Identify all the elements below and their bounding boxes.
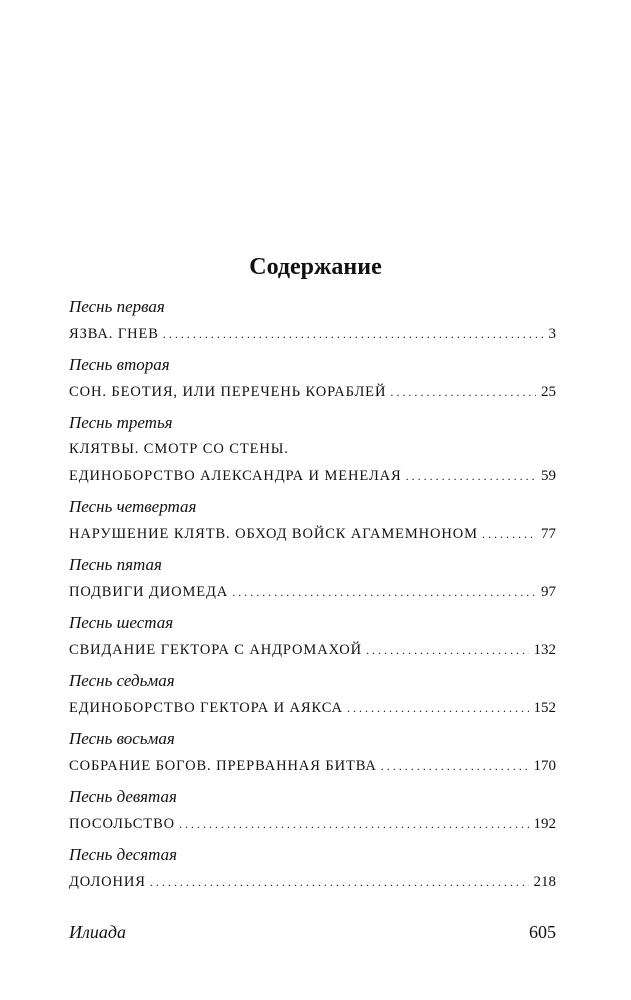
dot-leader xyxy=(381,756,529,776)
canto-heading: Песнь десятая xyxy=(69,845,178,864)
chapter-title-line xyxy=(69,756,556,776)
chapter-title-line xyxy=(69,524,556,544)
toc-entry xyxy=(69,845,556,892)
page-footer xyxy=(69,922,556,943)
toc-page-number: 3 xyxy=(548,326,556,342)
canto-heading: Песнь вторая xyxy=(69,355,170,374)
chapter-title-text: ЕДИНОБОРСТВО ГЕКТОРА И АЯКСА xyxy=(69,700,343,716)
canto-heading: Песнь девятая xyxy=(69,787,177,806)
chapter-title-text: СОН. БЕОТИЯ, ИЛИ ПЕРЕЧЕНЬ КОРАБЛЕЙ xyxy=(69,384,387,400)
toc-entry xyxy=(69,355,556,402)
chapter-title-text: СВИДАНИЕ ГЕКТОРА С АНДРОМАХОЙ xyxy=(69,642,362,658)
chapter-title-text: ЕДИНОБОРСТВО АЛЕКСАНДРА И МЕНЕЛАЯ xyxy=(69,468,402,484)
toc-entry xyxy=(69,413,556,486)
toc-page-number: 25 xyxy=(541,384,556,400)
toc-page-number: 218 xyxy=(533,874,556,890)
running-title: Илиада xyxy=(69,922,126,942)
dot-leader xyxy=(366,640,529,660)
toc-entry xyxy=(69,787,556,834)
toc-page-number: 77 xyxy=(541,526,556,542)
dot-leader xyxy=(150,872,529,892)
page-number: 605 xyxy=(529,922,556,942)
toc-page-number: 152 xyxy=(533,700,556,716)
canto-heading: Песнь шестая xyxy=(69,613,174,632)
toc-page-number: 192 xyxy=(533,816,556,832)
toc-entry xyxy=(69,671,556,718)
toc-page-number: 170 xyxy=(533,758,556,774)
chapter-title-text: ДОЛОНИЯ xyxy=(69,874,146,890)
dot-leader xyxy=(482,524,536,544)
canto-heading: Песнь третья xyxy=(69,413,173,432)
chapter-title-text: ПОСОЛЬСТВО xyxy=(69,816,176,832)
chapter-title-line xyxy=(69,640,556,660)
chapter-title-text: ЯЗВА. ГНЕВ xyxy=(69,326,159,342)
toc-entry xyxy=(69,497,556,544)
dot-leader xyxy=(390,382,536,402)
chapter-title-text: ПОДВИГИ ДИОМЕДА xyxy=(69,584,229,600)
toc-entry xyxy=(69,613,556,660)
dot-leader xyxy=(406,466,536,486)
page-title: Содержание xyxy=(249,254,382,280)
chapter-title-line xyxy=(69,698,556,718)
chapter-title-line xyxy=(69,814,556,834)
toc-entry xyxy=(69,555,556,602)
dot-leader xyxy=(163,324,544,344)
toc-entry xyxy=(69,729,556,776)
table-of-contents xyxy=(69,297,556,903)
chapter-title-line xyxy=(69,382,556,402)
canto-heading: Песнь пятая xyxy=(69,555,162,574)
canto-heading: Песнь восьмая xyxy=(69,729,175,748)
canto-heading: Песнь седьмая xyxy=(69,671,175,690)
toc-page-number: 59 xyxy=(541,468,556,484)
chapter-title-line xyxy=(69,324,556,344)
dot-leader xyxy=(232,582,536,602)
chapter-title-line xyxy=(69,582,556,602)
canto-heading: Песнь первая xyxy=(69,297,165,316)
dot-leader xyxy=(347,698,529,718)
chapter-title-line xyxy=(69,466,556,486)
chapter-title-text: СОБРАНИЕ БОГОВ. ПРЕРВАННАЯ БИТВА xyxy=(69,758,377,774)
chapter-title-line xyxy=(69,439,556,459)
canto-heading: Песнь четвертая xyxy=(69,497,197,516)
chapter-title-line xyxy=(69,872,556,892)
toc-entry xyxy=(69,297,556,344)
toc-page-number: 132 xyxy=(533,642,556,658)
chapter-title-text: КЛЯТВЫ. СМОТР СО СТЕНЫ. xyxy=(69,441,289,457)
chapter-title-text: НАРУШЕНИЕ КЛЯТВ. ОБХОД ВОЙСК АГАМЕМНОНОМ xyxy=(69,526,478,542)
toc-page-number: 97 xyxy=(541,584,556,600)
dot-leader xyxy=(179,814,528,834)
